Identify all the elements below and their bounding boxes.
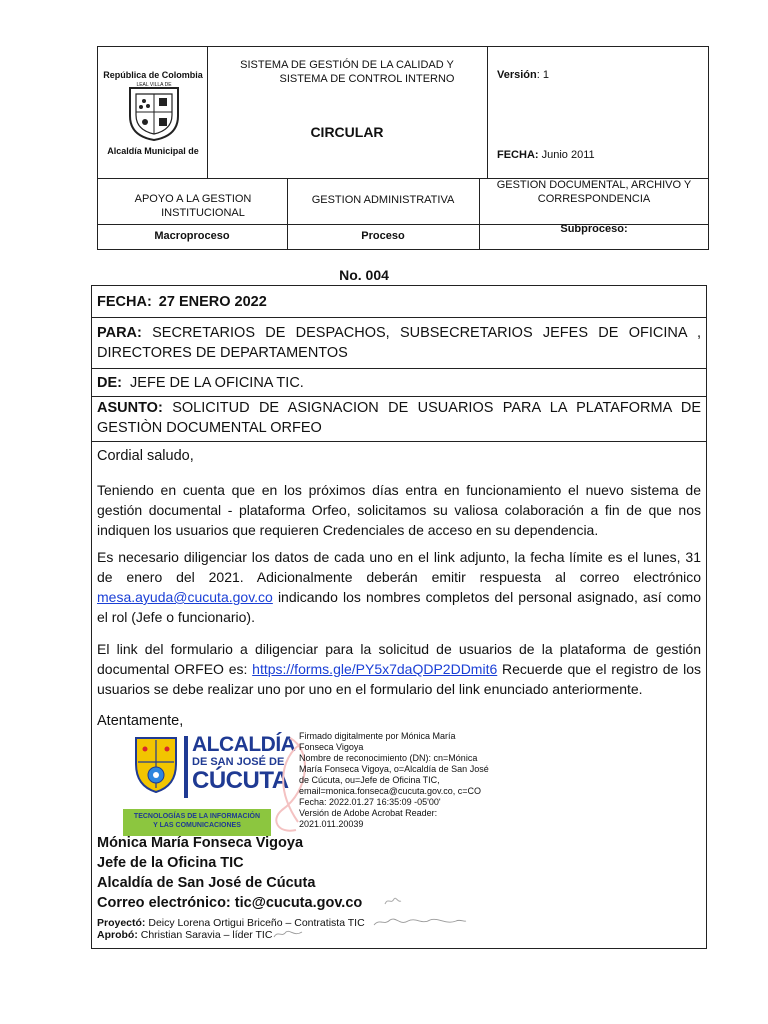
digital-signature-line-3: Nombre de reconocimiento (DN): cn=Mónica xyxy=(299,753,478,763)
header-date-label: FECHA: xyxy=(497,149,539,161)
system-line-1: SISTEMA DE GESTIÓN DE LA CALIDAD Y xyxy=(240,59,454,71)
paragraph-2-text-end: indicando los nombres completos del personal asignado, así como el rol (Jefe o funcionario). xyxy=(97,589,701,625)
tic-banner-line-1: TECNOLOGÍAS DE LA INFORMACIÓN xyxy=(133,813,261,820)
subprocess-line-2: CORRESPONDENCIA xyxy=(537,193,651,205)
header-table xyxy=(97,46,709,250)
macroprocess-line-2: INSTITUCIONAL xyxy=(161,207,245,219)
process-label: Proceso xyxy=(361,230,405,242)
projected-label: Proyectó: xyxy=(97,917,146,929)
greeting: Cordial saludo, xyxy=(97,448,194,464)
para-line xyxy=(97,323,701,363)
asunto-line xyxy=(97,398,701,438)
circular-table xyxy=(91,285,707,949)
tic-banner-line-2: Y LAS COMUNICACIONES xyxy=(153,822,241,829)
municipal-seal-icon xyxy=(124,82,184,142)
logo-line-2: DE SAN JOSÉ DE xyxy=(192,756,285,768)
approved-label: Aprobó: xyxy=(97,929,138,941)
asunto-row xyxy=(92,397,706,442)
signer-name: Mónica María Fonseca Vigoya xyxy=(97,835,304,851)
fecha-line xyxy=(97,292,701,312)
version-label: Versión xyxy=(497,69,537,81)
handwritten-initials-icon xyxy=(372,916,468,928)
approved-by xyxy=(97,929,272,941)
signer-organization: Alcaldía de San José de Cúcuta xyxy=(97,875,316,891)
subprocess-label: Subproceso: xyxy=(560,223,628,235)
form-link[interactable]: https://forms.gle/PY5x7daQDP2DDmit6 xyxy=(252,661,498,677)
rule xyxy=(97,46,98,250)
digital-signature-line-6: email=monica.fonseca@cucuta.gov.co, c=CO xyxy=(299,786,482,796)
fecha-label: FECHA: xyxy=(97,294,152,310)
rule xyxy=(97,46,709,47)
de-line xyxy=(97,373,701,393)
document-type: CIRCULAR xyxy=(310,124,384,140)
projected-value: Deicy Lorena Ortigui Briceño – Contratista TIC xyxy=(145,917,365,929)
para-row xyxy=(92,318,706,369)
tic-banner xyxy=(123,809,271,836)
subprocess-line-1: GESTION DOCUMENTAL, ARCHIVO Y xyxy=(496,179,692,191)
logo-divider xyxy=(184,736,188,798)
digital-signature-line-2: Fonseca Vigoya xyxy=(299,742,364,752)
digital-signature-line-7: Fecha: 2022.01.27 16:35:09 -05'00' xyxy=(299,797,441,807)
de-value: JEFE DE LA OFICINA TIC. xyxy=(130,375,304,391)
header-date xyxy=(497,149,595,162)
cucuta-seal-icon xyxy=(132,734,180,794)
municipality-label: Alcaldía Municipal de xyxy=(107,146,199,156)
projected-by xyxy=(97,917,365,929)
para-label: PARA: xyxy=(97,325,142,341)
macroprocess-label: Macroproceso xyxy=(154,230,230,242)
fecha-value: 27 ENERO 2022 xyxy=(158,294,267,310)
approval-scribble-icon xyxy=(272,928,304,940)
digital-signature-line-1: Firmado digitalmente por Mónica María xyxy=(299,731,456,741)
rule xyxy=(487,46,488,178)
closing: Atentamente, xyxy=(97,713,184,729)
signer-title: Jefe de la Oficina TIC xyxy=(97,855,244,871)
version xyxy=(497,69,549,82)
digital-signature-line-8: Versión de Adobe Acrobat Reader: xyxy=(299,808,438,818)
de-label: DE: xyxy=(97,375,122,391)
signer-email: Correo electrónico: tic@cucuta.gov.co xyxy=(97,895,363,911)
paragraph-1: Teniendo en cuenta que en los próximos días entra en funcionamiento el nuevo sistema de gestión documental - plataforma Orfeo, solicitamos su valiosa colaboración a fin de que nos indiquen los usuarios que requieren Credenciales de acceso en su dependencia. xyxy=(97,482,701,538)
approved-value: Christian Saravia – líder TIC xyxy=(137,929,273,941)
process-value: GESTION ADMINISTRATIVA xyxy=(311,194,455,206)
logo-line-3: CÚCUTA xyxy=(192,767,289,794)
logo-line-1: ALCALDÍA xyxy=(192,733,296,756)
macroprocess-line-1: APOYO A LA GESTION xyxy=(134,193,252,205)
paragraph-3-text: El link del formulario a diligenciar para la solicitud de usuarios de la plataforma de gestión documental ORFEO es: xyxy=(97,641,701,677)
para-value: SECRETARIOS DE DESPACHOS, SUBSECRETARIOS JEFES DE OFICINA , DIRECTORES DE DEPARTAMENTOS xyxy=(97,325,701,361)
digital-signature-line-4: María Fonseca Vigoya, o=Alcaldía de San José xyxy=(299,764,489,774)
rule xyxy=(97,249,709,250)
paragraph-2-text: Es necesario diligenciar los datos de cada uno en el link adjunto, la fecha límite es el lunes, 31 de enero del 2021. Adicionalmente deberán emitir respuesta al correo electrónico xyxy=(97,549,701,585)
fecha-row xyxy=(92,286,706,318)
scribble-icon xyxy=(384,896,402,906)
de-row xyxy=(92,369,706,397)
version-value: : 1 xyxy=(536,69,549,81)
digital-signature-line-5: de Cúcuta, ou=Jefe de Oficina TIC, xyxy=(299,775,440,785)
paragraph-3-text-end: Recuerde que el registro de los usuarios se debe realizar uno por uno en el formulario del link enunciado anteriormente. xyxy=(97,661,701,697)
asunto-value: SOLICITUD DE ASIGNACION DE USUARIOS PARA LA PLATAFORMA DE GESTIÒN DOCUMENTAL ORFEO xyxy=(97,400,701,436)
paragraph-3 xyxy=(97,639,701,699)
paragraph-2 xyxy=(97,547,701,627)
asunto-label: ASUNTO: xyxy=(97,400,163,416)
header-date-value: Junio 2011 xyxy=(538,149,595,161)
rule xyxy=(207,46,208,178)
seal-text: LEAL VILLA DE xyxy=(136,82,172,88)
circular-number: No. 004 xyxy=(339,267,389,283)
country-label: República de Colombia xyxy=(103,70,203,80)
rule xyxy=(708,46,709,250)
digital-signature-line-9: 2021.011.20039 xyxy=(299,819,364,829)
email-link[interactable]: mesa.ayuda@cucuta.gov.co xyxy=(97,589,273,605)
system-line-2: SISTEMA DE CONTROL INTERNO xyxy=(279,73,455,85)
